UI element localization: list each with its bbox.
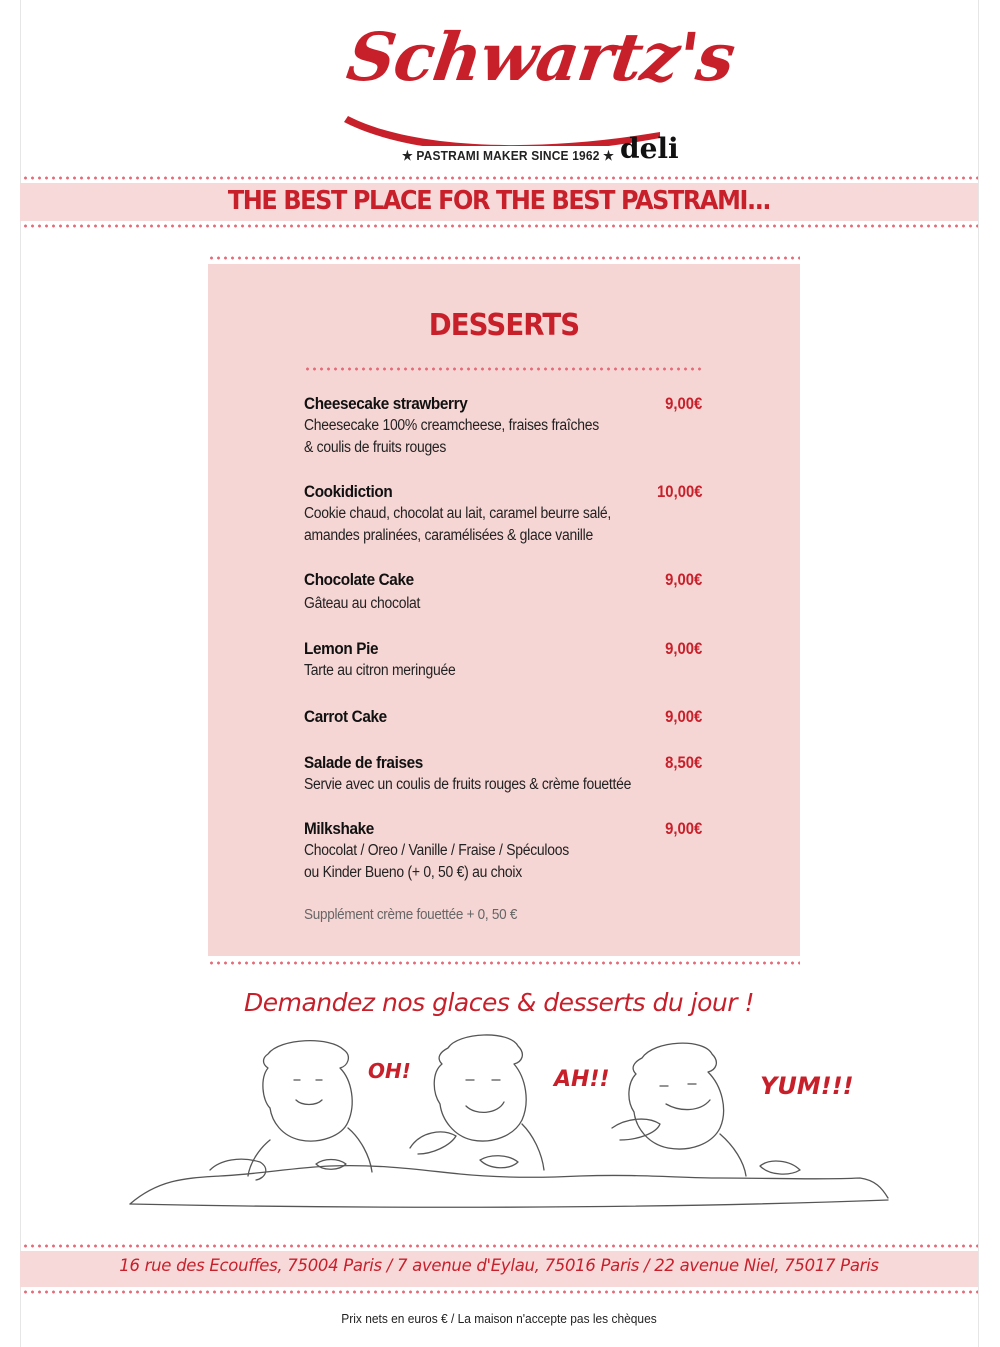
menu-title: DESSERTS bbox=[428, 308, 580, 343]
item-description: Chocolat / Oreo / Vanille / Fraise / Spéculoos bbox=[304, 842, 569, 859]
brand-deli: deli bbox=[620, 132, 679, 165]
menu-item bbox=[304, 638, 702, 682]
item-price: 9,00€ bbox=[664, 640, 702, 658]
dotted-divider bbox=[22, 176, 978, 180]
brand-name: Schwartz's bbox=[342, 18, 740, 96]
bubble-yum: YUM!!! bbox=[760, 1072, 854, 1100]
promo-text: Demandez nos glaces & desserts du jour ! bbox=[244, 988, 754, 1017]
menu-item bbox=[304, 752, 702, 796]
item-name: Carrot Cake bbox=[304, 707, 387, 726]
item-name: Salade de fraises bbox=[304, 753, 423, 772]
price-note: Prix nets en euros € / La maison n'accepte pas les chèques bbox=[341, 1311, 657, 1326]
item-description: ou Kinder Bueno (+ 0, 50 €) au choix bbox=[304, 864, 522, 881]
item-description: Tarte au citron meringuée bbox=[304, 662, 456, 679]
addresses: 16 rue des Ecouffes, 75004 Paris / 7 avenue d'Eylau, 75016 Paris / 22 avenue Niel, 75017 Paris bbox=[119, 1256, 879, 1276]
menu-item bbox=[304, 706, 702, 728]
item-price: 9,00€ bbox=[664, 571, 702, 589]
item-price: 8,50€ bbox=[664, 754, 702, 772]
item-price: 10,00€ bbox=[656, 483, 702, 501]
item-name: Chocolate Cake bbox=[304, 570, 414, 589]
dotted-divider bbox=[22, 1244, 978, 1248]
item-price: 9,00€ bbox=[664, 708, 702, 726]
title-divider bbox=[304, 367, 704, 371]
item-name: Cheesecake strawberry bbox=[304, 394, 468, 413]
brand-tagline: ★ PASTRAMI MAKER SINCE 1962 ★ bbox=[402, 148, 614, 163]
item-description: & coulis de fruits rouges bbox=[304, 439, 447, 456]
item-name: Lemon Pie bbox=[304, 639, 379, 658]
item-description: amandes pralinées, caramélisées & glace vanille bbox=[304, 527, 593, 544]
menu-item bbox=[304, 818, 702, 884]
page-border-right bbox=[978, 0, 979, 1347]
bubble-oh: OH! bbox=[368, 1059, 411, 1083]
item-description: Gâteau au chocolat bbox=[304, 595, 421, 612]
item-price: 9,00€ bbox=[664, 820, 702, 838]
menu-item bbox=[304, 393, 702, 459]
dotted-divider bbox=[22, 224, 978, 228]
menu-item bbox=[304, 569, 702, 615]
menu-item bbox=[304, 481, 702, 547]
dotted-divider bbox=[208, 256, 800, 260]
supplement-note: Supplément crème fouettée + 0, 50 € bbox=[304, 906, 518, 923]
eating-people-illustration bbox=[120, 1028, 900, 1224]
item-name: Cookidiction bbox=[304, 482, 393, 501]
dotted-divider bbox=[208, 961, 800, 965]
bubble-ah: AH!! bbox=[554, 1067, 610, 1092]
item-name: Milkshake bbox=[304, 819, 374, 838]
item-price: 9,00€ bbox=[664, 395, 702, 413]
brand-logo bbox=[330, 14, 740, 165]
item-description: Servie avec un coulis de fruits rouges & crème fouettée bbox=[304, 776, 632, 793]
item-description: Cheesecake 100% creamcheese, fraises fraîches bbox=[304, 417, 599, 434]
item-description: Cookie chaud, chocolat au lait, caramel beurre salé, bbox=[304, 505, 611, 522]
banner-text: THE BEST PLACE FOR THE BEST PASTRAMI... bbox=[227, 186, 771, 216]
dotted-divider bbox=[22, 1290, 978, 1294]
